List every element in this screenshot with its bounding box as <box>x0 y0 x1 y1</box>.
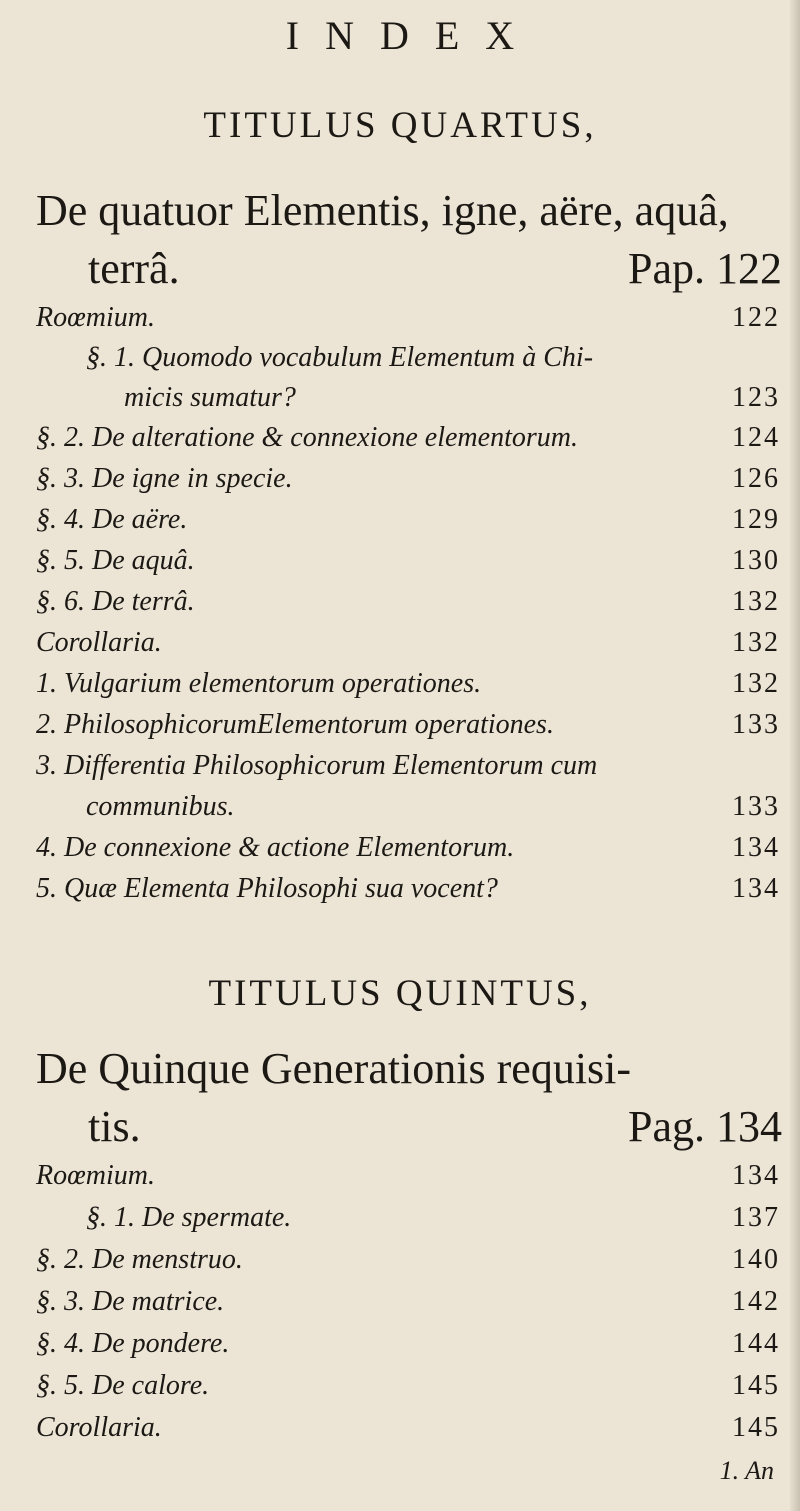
index-entry <box>36 709 780 749</box>
entry-page: 123 <box>732 382 780 413</box>
entry-page: 122 <box>732 302 780 333</box>
section-title <box>36 182 782 298</box>
section-title-page: Pap. 122 <box>628 244 782 293</box>
entry-text: 5. Quæ Elementa Philosophi sua vocent? <box>36 873 498 904</box>
index-entry <box>36 668 780 708</box>
entry-text: Corollaria. <box>36 627 162 658</box>
index-entry <box>36 1412 780 1452</box>
entry-text: 3. Differentia Philosophicorum Elementorum cum <box>36 750 598 781</box>
index-entry <box>36 832 780 872</box>
index-entry <box>36 422 780 462</box>
entry-text: §. 1. Quomodo vocabulum Elementum à Chi- <box>86 342 594 373</box>
entry-text: §. 6. De terrâ. <box>36 586 195 617</box>
entry-text: §. 1. De spermate. <box>86 1202 292 1233</box>
section-title-line: tis. <box>88 1102 141 1151</box>
entry-page: 130 <box>732 545 780 576</box>
index-entry <box>86 1202 780 1242</box>
index-entry <box>36 750 780 790</box>
index-entry <box>36 1244 780 1284</box>
entry-text: Corollaria. <box>36 1412 162 1443</box>
entry-page: 132 <box>732 668 780 699</box>
entry-page: 134 <box>732 873 780 904</box>
entry-page: 133 <box>732 709 780 740</box>
entry-page: 144 <box>732 1328 780 1359</box>
entry-text: §. 4. De pondere. <box>36 1328 230 1359</box>
entry-text: 1. Vulgarium elementorum operationes. <box>36 668 482 699</box>
index-entry <box>86 342 780 382</box>
section-title <box>36 1040 782 1156</box>
page-header: INDEX <box>285 13 541 58</box>
section-title-page: Pag. 134 <box>628 1102 782 1151</box>
entry-text: micis sumatur? <box>124 382 296 413</box>
index-entry <box>36 627 780 667</box>
entry-page: 145 <box>732 1412 780 1443</box>
entry-text: 2. PhilosophicorumElementorum operationes. <box>36 709 554 740</box>
index-entry <box>36 504 780 544</box>
entry-page: 126 <box>732 463 780 494</box>
entry-text: 4. De connexione & actione Elementorum. <box>36 832 515 863</box>
index-entry <box>36 545 780 585</box>
section-title-line: terrâ. <box>88 244 180 293</box>
entry-page: 124 <box>732 422 780 453</box>
entry-page: 142 <box>732 1286 780 1317</box>
index-entry <box>36 1370 780 1410</box>
entry-page: 137 <box>732 1202 780 1233</box>
entry-text: §. 2. De menstruo. <box>36 1244 243 1275</box>
index-entry <box>36 586 780 626</box>
index-entry <box>36 463 780 503</box>
index-entry <box>36 302 780 342</box>
entry-page: 145 <box>732 1370 780 1401</box>
section-title-line: De quatuor Elementis, igne, aëre, aquâ, <box>36 186 729 235</box>
section-title-line: De Quinque Generationis requisi- <box>36 1044 632 1093</box>
entry-text: §. 5. De calore. <box>36 1370 210 1401</box>
section-heading: TITULUS QUARTUS, <box>203 105 597 146</box>
index-entry <box>86 791 780 831</box>
entry-page: 132 <box>732 627 780 658</box>
entry-text: §. 5. De aquâ. <box>36 545 195 576</box>
index-entry <box>36 873 780 913</box>
entry-text: §. 2. De alteratione & connexione elementorum. <box>36 422 578 453</box>
entry-page: 134 <box>732 1160 780 1191</box>
entry-text: communibus. <box>86 791 235 822</box>
entry-text: §. 3. De matrice. <box>36 1286 225 1317</box>
page-binding-edge <box>790 0 800 1511</box>
entry-page: 140 <box>732 1244 780 1275</box>
entry-text: Roœmium. <box>36 1160 155 1191</box>
entry-text: §. 4. De aëre. <box>36 504 188 535</box>
entry-page: 129 <box>732 504 780 535</box>
entry-text: §. 3. De igne in specie. <box>36 463 293 494</box>
entry-page: 133 <box>732 791 780 822</box>
index-entry <box>36 1160 780 1200</box>
index-entry <box>124 382 780 422</box>
entry-page: 134 <box>732 832 780 863</box>
index-entry <box>36 1328 780 1368</box>
section-heading: TITULUS QUINTUS, <box>208 973 592 1014</box>
entry-page: 132 <box>732 586 780 617</box>
index-entry <box>36 1286 780 1326</box>
entry-text: Roœmium. <box>36 302 155 333</box>
catchword: 1. An <box>719 1456 774 1485</box>
